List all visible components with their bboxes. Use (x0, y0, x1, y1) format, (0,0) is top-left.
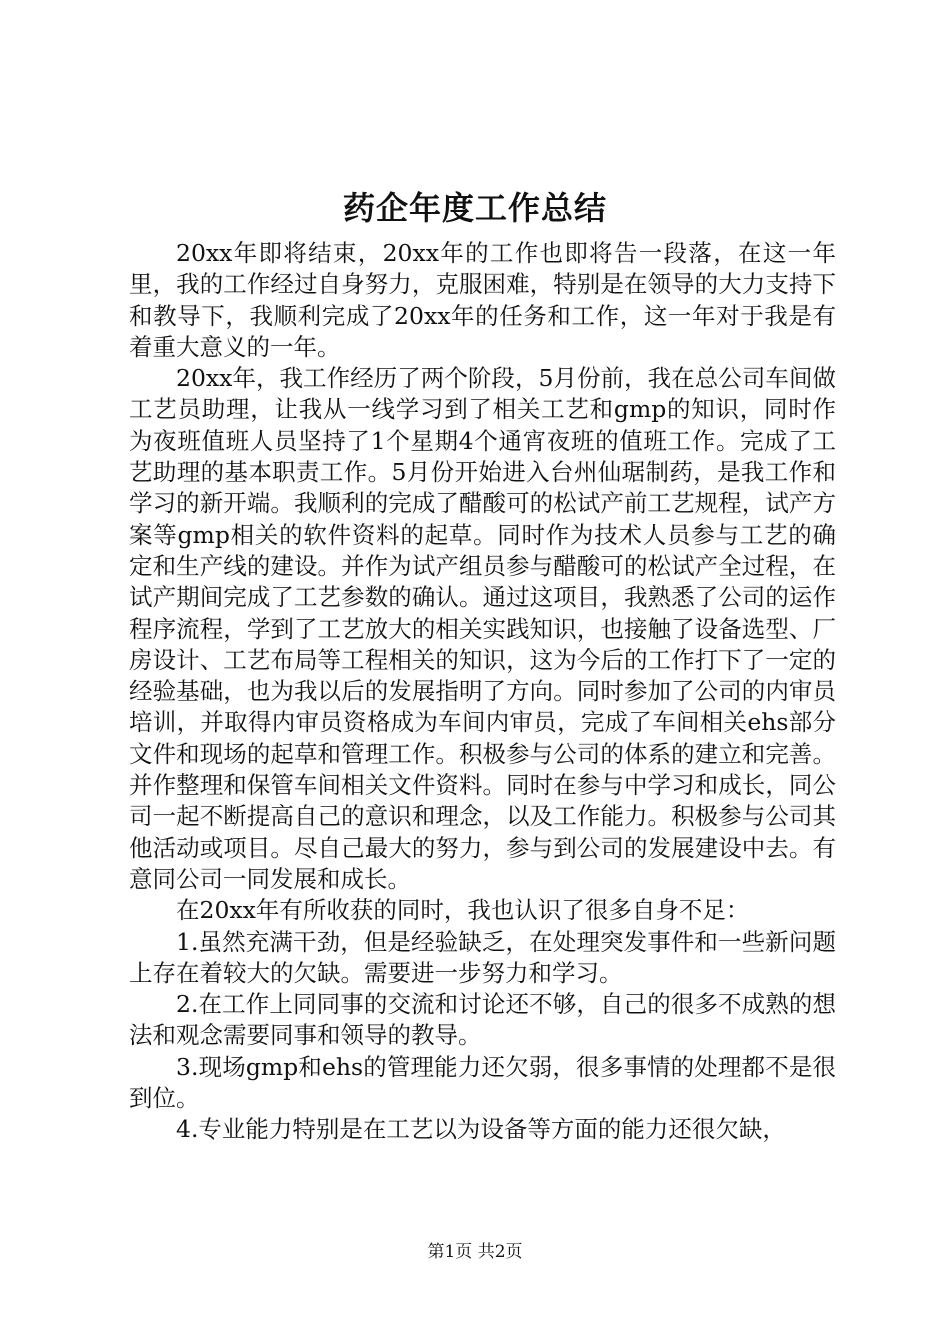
page-number-footer: 第1页 共2页 (427, 1242, 523, 1262)
document-title: 药企年度工作总结 (342, 189, 607, 227)
list-item-shortcoming-4: 4.专业能力特别是在工艺以为设备等方面的能力还很欠缺， (176, 1115, 786, 1144)
list-item-shortcoming-3: 3.现场gmp和ehs的管理能力还欠弱，很多事情的处理都不是很到位。 (129, 1052, 836, 1113)
paragraph-intro: 20xx年即将结束，20xx年的工作也即将告一段落，在这一年里，我的工作经过自身努力，克服困难，特别是在领导的大力支持下和教导下，我顺利完成了20xx年的任务和工作，这一年对于我是有着重大意义的一年。 (129, 239, 836, 361)
list-item-shortcoming-2: 2.在工作上同同事的交流和讨论还不够，自己的很多不成熟的想法和观念需要同事和领导的教导。 (129, 990, 836, 1050)
paragraph-work-stages: 20xx年，我工作经历了两个阶段，5月份前，我在总公司车间做工艺员助理，让我从一线学习到了相关工艺和gmp的知识，同时作为夜班值班人员坚持了1个星期4个通宵夜班的值班工作。完成了工艺助理的基本职责工作。5月份开始进入台州仙琚制药，是我工作和学习的新开端。我顺利的完成了醋酸可的松试产前工艺规程，试产方案等gmp相关的软件资料的起草。同时作为技术人员参与工艺的确定和生产线的建设。并作为试产组员参与醋酸可的松试产全过程，在试产期间完成了工艺参数的确认。通过这项目，我熟悉了公司的运作程序流程，学到了工艺放大的相关实践知识，也接触了设备选型、厂房设计、工艺布局等工程相关的知识，这为今后的工作打下了一定的经验基础，也为我以后的发展指明了方向。同时参加了公司的内审员培训，并取得内审员资格成为车间内审员，完成了车间相关ehs部分文件和现场的起草和管理工作。积极参与公司的体系的建立和完善。并作整理和保管车间相关文件资料。同时在参与中学习和成长，同公司一起不断提高自己的意识和理念，以及工作能力。积极参与公司其他活动或项目。尽自己最大的努力，参与到公司的发展建设中去。有意同公司一同发展和成长。 (129, 364, 836, 893)
document-body (129, 238, 836, 1146)
list-item-shortcoming-1: 1.虽然充满干劲，但是经验缺乏，在处理突发事件和一些新问题上存在着较大的欠缺。需要进一步努力和学习。 (129, 927, 836, 987)
paragraph-shortcomings-intro: 在20xx年有所收获的同时，我也认识了很多自身不足： (176, 896, 750, 925)
